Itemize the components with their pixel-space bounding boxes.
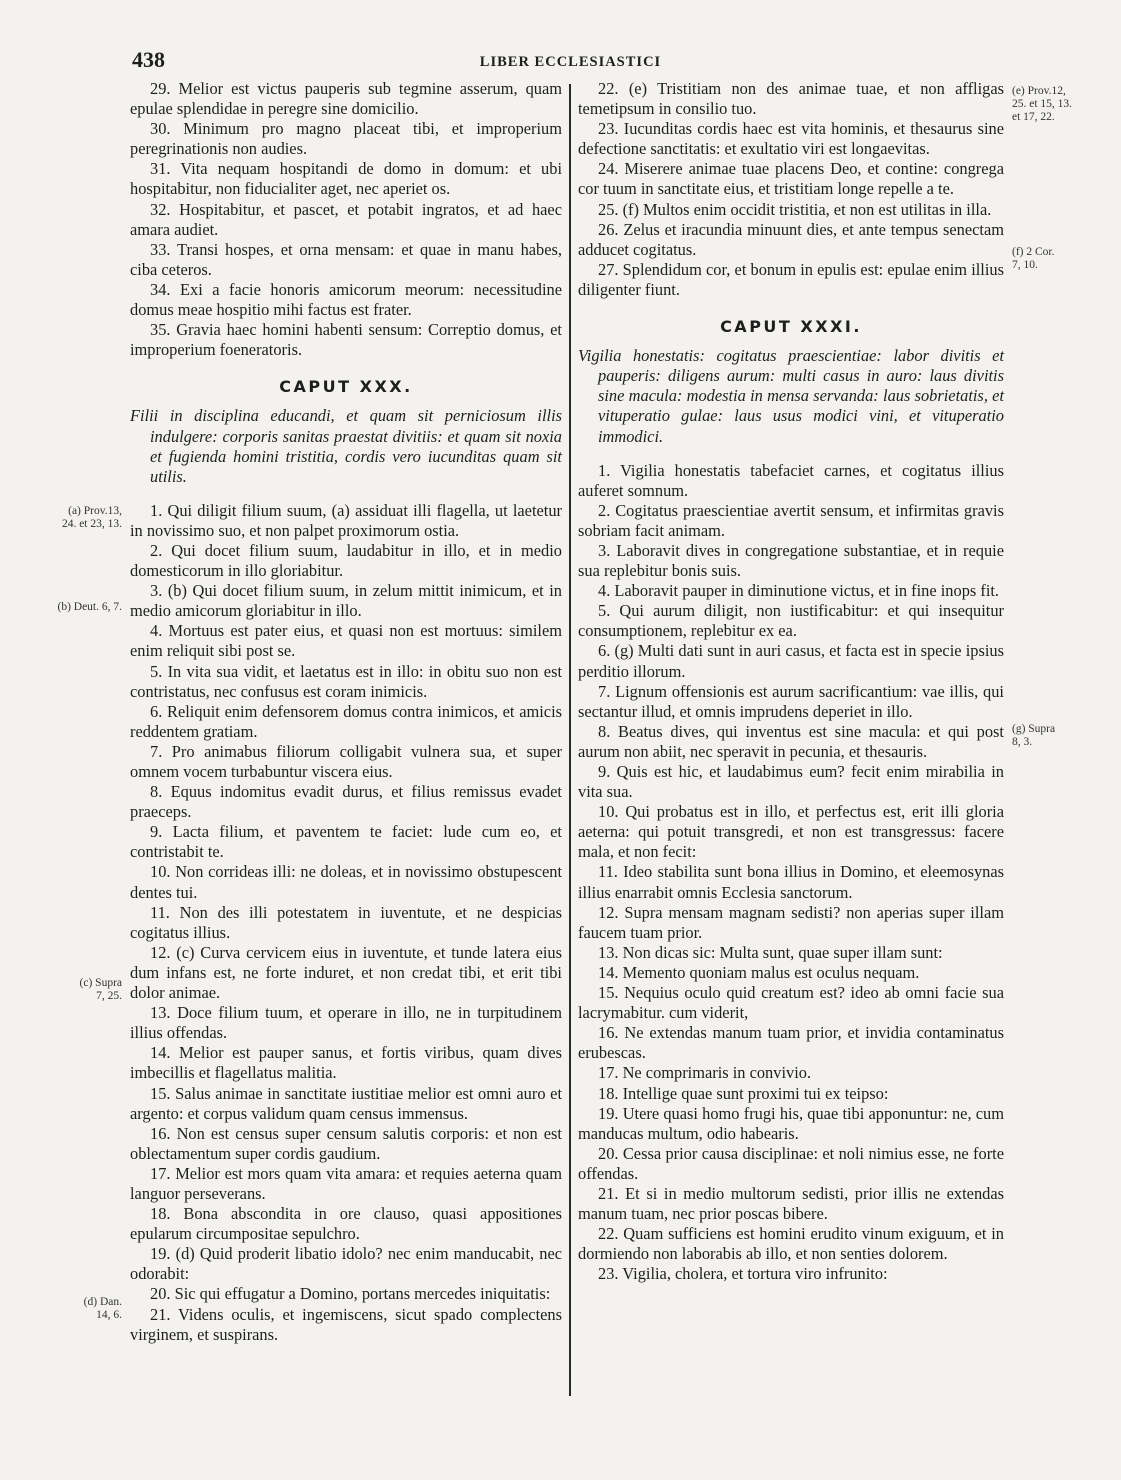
verse: 15. Nequius oculo quid creatum est? ideo ab omni facie sua lacrymabitur. cum viderit, [578, 983, 1004, 1023]
verse: 21. Videns oculis, et ingemiscens, sicut spado complectens virginem, et suspirans. [130, 1304, 562, 1344]
margin-note-line: (c) Supra [79, 977, 122, 989]
verse: 22. Quam sufficiens est homini erudito vinum exiguum, et in dormiendo non laborabis ab illo, et non senties dolorem. [578, 1224, 1004, 1264]
verse: 23. Iucunditas cordis haec est vita hominis, et thesaurus sine defectione sanctitatis: et exultatio viri est longaevitas. [578, 119, 1004, 159]
margin-note-c [30, 977, 122, 1003]
verse: 23. Vigilia, cholera, et tortura viro infrunito: [598, 1264, 888, 1284]
chapter-title: CAPUT XXX. [279, 377, 413, 397]
verse: 15. Salus animae in sanctitate iustitiae melior est omni auro et argento: et corpus validum quam census immensus. [130, 1083, 562, 1123]
running-title: LIBER ECCLESIASTICI [479, 54, 662, 70]
verse: 9. Quis est hic, et laudabimus eum? fecit enim mirabilia in vita sua. [578, 762, 1004, 802]
verse: 18. Bona abscondita in ore clauso, quasi appositiones epularum circumpositae sepulchro. [130, 1204, 562, 1244]
margin-note-line: (a) Prov.13, [68, 505, 122, 517]
verse: 21. Et si in medio multorum sedisti, prior illis ne extendas manum tuam, nec prior poscas bibere. [578, 1183, 1004, 1224]
verse: 2. Qui docet filium suum, laudabitur in illo, et in medio domesticorum in illo gloriabitur. [130, 540, 562, 581]
verse: 30. Minimum pro magno placeat tibi, et improperium peregrinationis non audies. [130, 119, 562, 159]
verse: 33. Transi hospes, et orna mensam: et quae in manu habes, ciba ceteros. [130, 239, 562, 279]
verse: 3. Laboravit dives in congregatione substantiae, et in requie sua replebitur bonis suis. [578, 540, 1004, 581]
chapter-title: CAPUT XXXI. [720, 317, 862, 337]
chapter-summary: Vigilia honestatis: cogitatus praescientiae: labor divitis et pauperis: diligens aurum: multi casus in auro: laus divitis sine macula: modestia in mensa servanda: laus sobrietatis, et vituperatio gulae: laus usus modici vini, et vituperatio immodici. [578, 346, 1004, 446]
verse: 20. Sic qui effugatur a Domino, portans mercedes iniquitatis: [150, 1284, 551, 1304]
verse: 26. Zelus et iracundia minuunt dies, et ante tempus senectam adducet cogitatus. [578, 219, 1004, 259]
margin-note-f [1012, 246, 1107, 272]
verse: 14. Memento quoniam malus est oculus nequam. [598, 962, 920, 982]
verse: 2. Cogitatus praescientiae avertit sensum, et infirmitas gravis sobriam facit animam. [578, 500, 1004, 540]
right-column [578, 79, 1004, 1284]
verse: 11. Ideo stabilita sunt bona illius in Domino, et eleemosynas illius enarrabit omnis Ecclesia sanctorum. [578, 862, 1004, 902]
page-number: 438 [132, 47, 165, 72]
verse: 19. (d) Quid proderit libatio idolo? nec enim manducabit, nec odorabit: [130, 1244, 562, 1284]
margin-note-line: 8, 3. [1012, 736, 1033, 748]
margin-note-b [30, 601, 122, 614]
margin-note-line: (b) Deut. 6, 7. [57, 601, 122, 613]
verse: 19. Utere quasi homo frugi his, quae tibi apponuntur: ne, cum manducas multum, odio habearis. [578, 1103, 1004, 1143]
verse: 7. Pro animabus filiorum colligabit vulnera sua, et super omnem vocem turbabuntur viscera eius. [130, 741, 562, 781]
verse: 17. Melior est mors quam vita amara: et requies aeterna quam languor perseverans. [130, 1163, 562, 1203]
column-divider [569, 84, 571, 1396]
margin-note-g [1012, 723, 1107, 749]
verse: 11. Non des illi potestatem in iuventute, et ne despicias cogitatus illius. [130, 902, 562, 942]
verse: 12. (c) Curva cervicem eius in iuventute, et tunde latera eius dum infans est, ne forte induret, et non credat tibi, et erit tibi dolor animae. [130, 942, 562, 1003]
verse: 6. (g) Multi dati sunt in auri casus, et facta est in specie ipsius perditio illorum. [578, 641, 1004, 681]
margin-note-a [30, 505, 122, 531]
verse: 32. Hospitabitur, et pascet, et potabit ingratos, et ad haec amara audiet. [130, 199, 562, 239]
margin-note-line: (f) 2 Cor. [1012, 246, 1055, 258]
margin-note-line: (d) Dan. [83, 1296, 122, 1308]
verse: 31. Vita nequam hospitandi de domo in domum: et ubi hospitabitur, non fiducialiter aget, nec aperiet os. [130, 159, 562, 199]
verse: 29. Melior est victus pauperis sub tegmine asserum, quam epulae splendidae in peregre sine domicilio. [130, 79, 562, 119]
verse: 5. In vita sua vidit, et laetatus est in illo: in obitu suo non est contristatus, nec confusus est coram inimicis. [130, 661, 562, 701]
verse: 22. (e) Tristitiam non des animae tuae, et non affligas temetipsum in consilio tuo. [578, 79, 1004, 119]
verse: 10. Non corrideas illi: ne doleas, et in novissimo obstupescent dentes tui. [130, 862, 562, 902]
margin-note-line: 7, 10. [1012, 259, 1038, 271]
margin-note-d [30, 1296, 122, 1322]
verse: 13. Doce filium tuum, et operare in illo, ne in turpitudinem illius offendas. [130, 1003, 562, 1043]
verse: 1. Vigilia honestatis tabefaciet carnes, et cogitatus illius auferet somnum. [578, 460, 1004, 500]
verse: 10. Qui probatus est in illo, et perfectus est, erit illi gloria aeterna: qui potuit transgredi, et non est transgressus: facere mala, et non fecit: [578, 802, 1004, 862]
verse: 34. Exi a facie honoris amicorum meorum: necessitudine domus meae hospitio mihi factus est frater. [130, 279, 562, 320]
verse: 7. Lignum offensionis est aurum sacrificantium: vae illis, qui sectantur illud, et omnis imprudens deperiet in illo. [578, 681, 1004, 721]
verse: 16. Non est census super censum salutis corporis: et non est oblectamentum super cordis gaudium. [130, 1123, 562, 1163]
left-column [130, 79, 562, 1345]
verse: 13. Non dicas sic: Multa sunt, quae super illam sunt: [598, 942, 943, 962]
verse: 24. Miserere animae tuae placens Deo, et contine: congrega cor tuum in sanctitate eius, et tristitiam longe repelle a te. [578, 159, 1004, 199]
margin-note-line: (g) Supra [1012, 723, 1056, 735]
verse: 12. Supra mensam magnam sedisti? non aperias super illam faucem tuam prior. [578, 902, 1004, 942]
margin-note-line: 25. et 15, 13. [1012, 98, 1073, 110]
verse: 20. Cessa prior causa disciplinae: et noli nimius esse, ne forte offendas. [578, 1143, 1004, 1183]
verse: 8. Equus indomitus evadit durus, et filius remissus evadet praeceps. [130, 782, 562, 822]
chapter-summary: Filii in disciplina educandi, et quam sit perniciosum illis indulgere: corporis sanitas praestat divitiis: et quam sit noxia et fugienda homini tristitia, cordis vero iucunditas quam sit utilis. [130, 406, 562, 486]
verse: 4. Mortuus est pater eius, et quasi non est mortuus: similem enim reliquit sibi post se. [130, 621, 562, 661]
verse: 18. Intellige quae sunt proximi tui ex teipso: [598, 1083, 889, 1103]
margin-note-line: (e) Prov.12, [1012, 85, 1066, 97]
verse: 8. Beatus dives, qui inventus est sine macula: et qui post aurum non abiit, nec speravit in pecunia, et thesauris. [578, 721, 1004, 761]
margin-note-line: 24. et 23, 13. [61, 518, 122, 530]
verse: 27. Splendidum cor, et bonum in epulis est: epulae enim illius diligenter fiunt. [578, 259, 1004, 299]
verse: 6. Reliquit enim defensorem domus contra inimicos, et amicis reddentem gratiam. [130, 701, 562, 741]
verse: 1. Qui diligit filium suum, (a) assiduat illi flagella, ut laetetur in novissimo suo, et non palpet proximorum ostia. [130, 500, 562, 540]
verse: 9. Lacta filium, et paventem te faciet: lude cum eo, et contristabit te. [130, 822, 562, 862]
verse: 3. (b) Qui docet filium suum, in zelum mittit inimicum, et in medio amicorum gloriabitur in illo. [130, 581, 562, 621]
verse: 4. Laboravit pauper in diminutione victus, et in fine inops fit. [598, 581, 1000, 601]
margin-note-line: 14, 6. [96, 1309, 122, 1321]
verse: 16. Ne extendas manum tuam prior, et invidia contaminatus erubescas. [578, 1023, 1004, 1063]
verse: 14. Melior est pauper sanus, et fortis viribus, quam dives imbecillis et flagellatus malitia. [130, 1043, 562, 1083]
verse: 5. Qui aurum diligit, non iustificabitur: et qui insequitur consumptionem, replebitur ex ea. [578, 601, 1004, 641]
verse: 17. Ne comprimaris in convivio. [598, 1063, 812, 1083]
margin-note-line: et 17, 22. [1012, 111, 1055, 123]
verse: 25. (f) Multos enim occidit tristitia, et non est utilitas in illa. [598, 199, 992, 219]
verse: 35. Gravia haec homini habenti sensum: Correptio domus, et improperium foeneratoris. [130, 320, 562, 360]
margin-note-line: 7, 25. [96, 990, 122, 1002]
margin-note-e [1012, 85, 1107, 124]
